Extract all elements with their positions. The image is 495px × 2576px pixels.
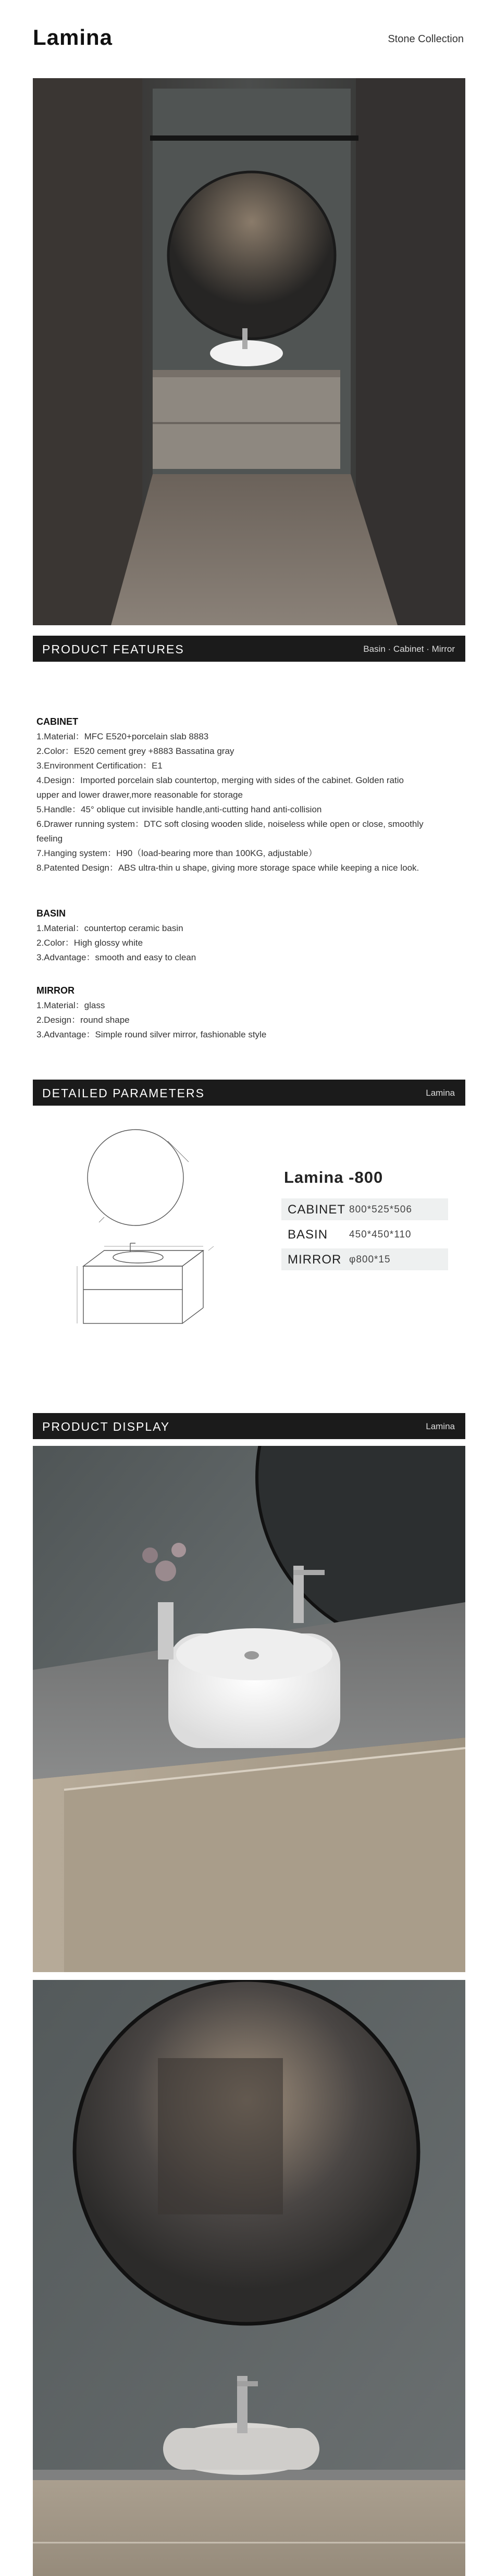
features-subtitle: Basin · Cabinet · Mirror bbox=[363, 644, 455, 654]
mirror-heading: MIRROR bbox=[36, 985, 75, 996]
brand-title: Lamina bbox=[33, 25, 113, 49]
parameters-brand: Lamina bbox=[426, 1088, 455, 1098]
cabinet-line: 2.Color：E520 cement grey +8883 Bassatina gray bbox=[36, 746, 234, 756]
display-title: PRODUCT DISPLAY bbox=[42, 1420, 170, 1433]
features-title: PRODUCT FEATURES bbox=[42, 642, 184, 656]
param-label: CABINET bbox=[288, 1203, 346, 1217]
dimension-drawing bbox=[52, 1110, 250, 1329]
param-value: 450*450*110 bbox=[349, 1229, 412, 1240]
param-row-basin bbox=[281, 1223, 448, 1245]
cabinet-line: 4.Design：Imported porcelain slab countertop, merging with sides of the cabinet. Golden ratio bbox=[36, 775, 404, 785]
cabinet-heading: CABINET bbox=[36, 716, 78, 727]
cabinet-line: 5.Handle：45° oblique cut invisible handle,anti-cutting hand anti-collision bbox=[36, 804, 322, 814]
param-row-cabinet bbox=[281, 1198, 448, 1220]
parameters-title: DETAILED PARAMETERS bbox=[42, 1086, 205, 1100]
basin-line: 3.Advantage：smooth and easy to clean bbox=[36, 952, 196, 962]
cabinet-outline bbox=[83, 1243, 203, 1323]
cabinet-line: feeling bbox=[36, 834, 63, 844]
features-specs bbox=[36, 714, 469, 1042]
model-name: Lamina -800 bbox=[284, 1168, 383, 1186]
param-row-mirror bbox=[281, 1248, 448, 1270]
display-photo-mirror bbox=[33, 1980, 465, 2576]
detailed-parameters-banner bbox=[33, 1080, 465, 1106]
basin-line: 1.Material：countertop ceramic basin bbox=[36, 923, 183, 933]
collection-label: Stone Collection bbox=[388, 33, 464, 45]
cabinet-line: 3.Environment Certification：E1 bbox=[36, 761, 163, 771]
mirror-line: 1.Material：glass bbox=[36, 1000, 105, 1010]
hero-bathroom-photo bbox=[33, 78, 465, 625]
basin-heading: BASIN bbox=[36, 908, 66, 919]
cabinet-line: 1.Material：MFC E520+porcelain slab 8883 bbox=[36, 732, 209, 741]
display-brand: Lamina bbox=[426, 1421, 455, 1431]
param-value: φ800*15 bbox=[349, 1254, 391, 1265]
param-label: BASIN bbox=[288, 1228, 328, 1242]
basin-line: 2.Color：High glossy white bbox=[36, 938, 143, 948]
product-display-banner bbox=[33, 1413, 465, 1439]
cabinet-line: 7.Hanging system：H90（load-bearing more than 100KG, adjustable） bbox=[36, 848, 317, 858]
cabinet-line: 8.Patented Design：ABS ultra-thin u shape, giving more storage space while keeping a nice look. bbox=[36, 863, 419, 873]
display-photo-basin bbox=[33, 1446, 465, 1972]
mirror-line: 2.Design：round shape bbox=[36, 1015, 130, 1025]
param-value: 800*525*506 bbox=[349, 1204, 412, 1215]
page-header bbox=[0, 0, 495, 78]
param-label: MIRROR bbox=[288, 1253, 342, 1267]
cabinet-line: upper and lower drawer,more reasonable for storage bbox=[36, 790, 243, 800]
product-features-banner bbox=[33, 636, 465, 662]
cabinet-line: 6.Drawer running system：DTC soft closing wooden slide, noiseless while open or close, smoothly bbox=[36, 819, 424, 829]
mirror-line: 3.Advantage：Simple round silver mirror, fashionable style bbox=[36, 1030, 267, 1039]
mirror-outline bbox=[88, 1130, 183, 1225]
